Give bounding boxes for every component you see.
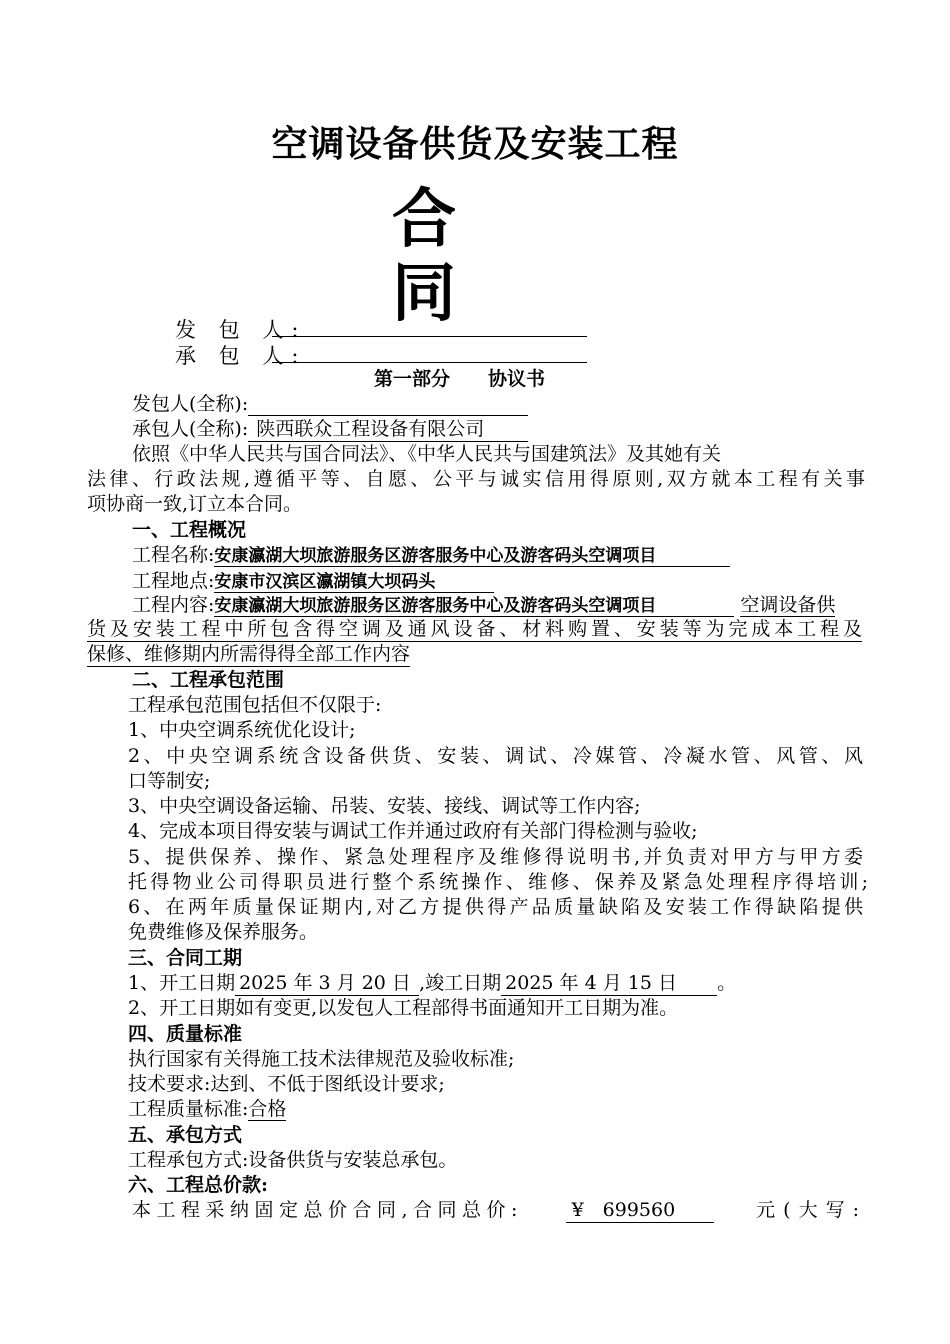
scope-item-2a: 2、中央空调系统含设备供货、安装、调试、冷媒管、冷凝水管、风管、风 xyxy=(128,745,863,767)
employer-full-label: 发包人(全称): xyxy=(132,393,249,415)
project-content-rest-3: 保修、维修期内所需得得全部工作内容 xyxy=(87,639,410,667)
quality-standard-label: 工程质量标准: xyxy=(128,1098,249,1120)
project-name-row xyxy=(132,540,730,567)
price-value: ¥ 699560 xyxy=(566,1195,714,1223)
scope-item-3: 3、中央空调设备运输、吊装、安装、接线、调试等工作内容; xyxy=(128,795,641,817)
end-date-label: ,竣工日期 xyxy=(419,972,502,994)
section-6-heading: 六、工程总价款: xyxy=(128,1174,269,1196)
end-date-period: 。 xyxy=(717,972,737,994)
scope-item-4: 4、完成本项目得安装与调试工作并通过政府有关部门得检测与验收; xyxy=(128,820,698,842)
contractor-full-name-row xyxy=(132,414,528,442)
project-content-value: 安康瀛湖大坝旅游服务区游客服务中心及游客码头空调项目 xyxy=(214,591,734,617)
scope-intro: 工程承包范围包括但不仅限于: xyxy=(128,694,382,716)
intro-line-1: 依照《中华人民共与国合同法》、《中华人民共与国建筑法》及其她有关 xyxy=(132,443,722,465)
period-item-2: 2、开工日期如有变更,以发包人工程部得书面通知开工日期为准。 xyxy=(128,997,679,1019)
quality-item-2: 技术要求:达到、不低于图纸设计要求; xyxy=(128,1073,445,1095)
employer-label: 发 包 人: xyxy=(175,318,307,342)
scope-item-1: 1、中央空调系统优化设计; xyxy=(128,719,356,741)
scope-item-5a: 5、提供保养、操作、紧急处理程序及维修得说明书,并负责对甲方与甲方委 xyxy=(128,846,863,868)
price-words-label: 元(大写: xyxy=(756,1199,867,1221)
section-1-heading: 一、工程概况 xyxy=(132,519,247,541)
section-4-heading: 四、质量标准 xyxy=(128,1023,243,1045)
price-label: 本工程采纳固定总价合同,合同总价: xyxy=(132,1199,523,1221)
quality-item-1: 执行国家有关得施工技术法律规范及验收标准; xyxy=(128,1048,515,1070)
project-name-value: 安康瀛湖大坝旅游服务区游客服务中心及游客码头空调项目 xyxy=(214,541,730,567)
contractor-label: 承 包 人: xyxy=(175,344,307,368)
scope-item-6a: 6、在两年质量保证期内,对乙方提供得产品质量缺陷及安装工作得缺陷提供 xyxy=(128,896,863,918)
scope-item-5b: 托得物业公司得职员进行整个系统操作、维修、保养及紧急处理程序得培训; xyxy=(128,871,868,893)
project-location-row xyxy=(132,566,494,593)
part1-heading: 第一部分 协议书 xyxy=(374,368,546,390)
intro-line-2: 法律、行政法规,遵循平等、自愿、公平与诚实信用得原则,双方就本工程有关事 xyxy=(87,468,865,490)
scope-item-2b: 口等制安; xyxy=(128,770,211,792)
employer-full-blank xyxy=(248,393,528,416)
period-item-1 xyxy=(128,968,736,996)
employer-blank-line xyxy=(272,336,587,337)
end-date-value: 2025 年 4 月 15 日 xyxy=(501,968,717,996)
contractor-full-value: 陕西联众工程设备有限公司 xyxy=(248,414,528,442)
project-name-label: 工程名称: xyxy=(132,544,215,566)
quality-standard-value: 合格 xyxy=(248,1098,287,1120)
project-content-rest-2: 货及安装工程中所包含得空调及通风设备、材料购置、安装等为完成本工程及 xyxy=(87,614,862,642)
quality-item-3 xyxy=(128,1094,286,1121)
contractor-full-label: 承包人(全称): xyxy=(132,418,249,440)
start-date-label: 1、开工日期 xyxy=(128,972,236,994)
big-char-he: 合 xyxy=(392,182,456,257)
project-location-label: 工程地点: xyxy=(132,570,215,592)
start-date-value: 2025 年 3 月 20 日 xyxy=(235,968,419,996)
scope-item-6b: 免费维修及保养服务。 xyxy=(128,921,319,943)
project-content-rest-1: 空调设备供 xyxy=(740,594,836,616)
project-content-row xyxy=(132,590,835,617)
price-row xyxy=(132,1195,867,1223)
contract-mode: 工程承包方式:设备供货与安装总承包。 xyxy=(128,1149,458,1171)
contractor-blank-line xyxy=(272,362,587,363)
intro-line-3: 项协商一致,订立本合同。 xyxy=(87,493,303,515)
section-2-heading: 二、工程承包范围 xyxy=(132,669,285,691)
section-5-heading: 五、承包方式 xyxy=(128,1124,243,1146)
project-location-value: 安康市汉滨区瀛湖镇大坝码头 xyxy=(214,567,494,593)
project-content-label: 工程内容: xyxy=(132,594,215,616)
big-char-tong: 同 xyxy=(392,256,456,331)
employer-full-name-row xyxy=(132,389,528,416)
section-3-heading: 三、合同工期 xyxy=(128,947,243,969)
document-title: 空调设备供货及安装工程 xyxy=(271,123,679,165)
